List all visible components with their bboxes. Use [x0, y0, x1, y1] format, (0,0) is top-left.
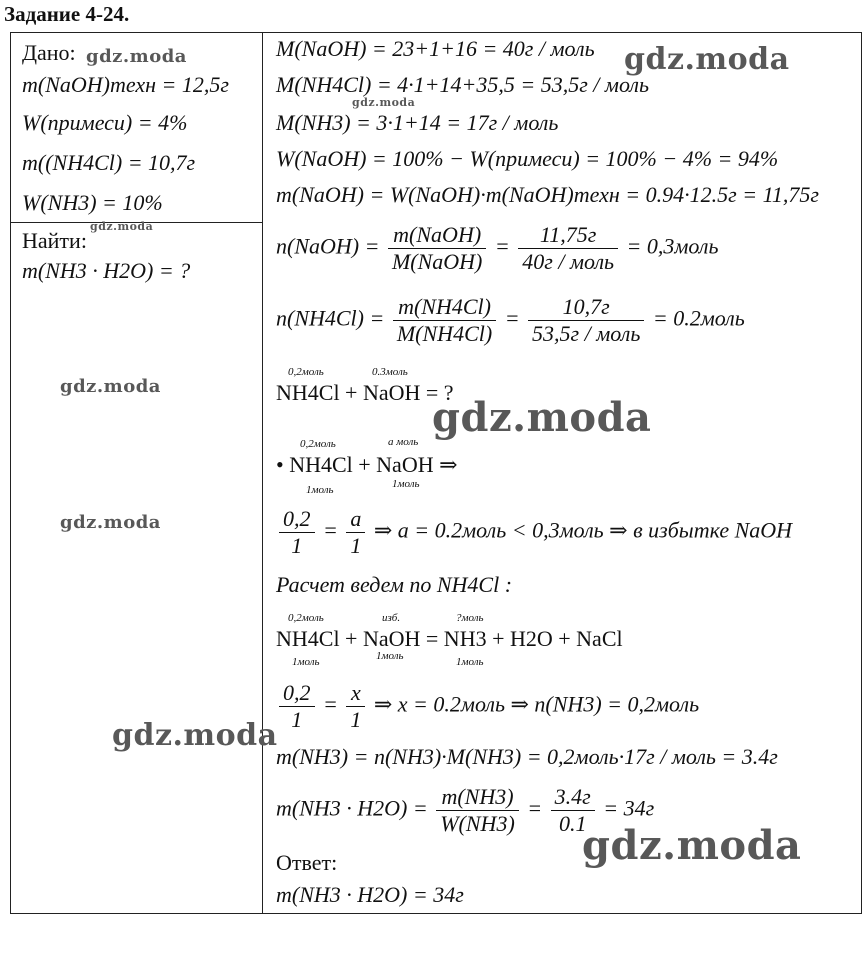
equals-sign: = — [494, 233, 510, 259]
watermark: gdz.moda — [60, 376, 161, 397]
solution-line-4: W(NaOH) = 100% − W(примеси) = 100% − 4% = 94% — [276, 146, 779, 171]
proportion-a-rhs: ⇒ a = 0.2моль < 0,3моль ⇒ в избытке NaOH — [373, 517, 793, 543]
eq3-below-1: 1моль — [292, 656, 320, 668]
pa-f1-den: 1 — [291, 533, 303, 558]
px-f1-num: 0,2 — [279, 680, 315, 707]
task-title: Задание 4-24. — [4, 2, 130, 26]
ms-f2-num: 3.4г — [551, 784, 595, 811]
n-nh4cl-fraction-2 — [528, 294, 644, 347]
n-naoh-f2-den: 40г / моль — [522, 249, 615, 274]
eq2-annot-1: 0,2моль — [300, 438, 336, 450]
ms-f1-den: W(NH3) — [440, 811, 515, 836]
n-nh4cl-f2-num: 10,7г — [528, 294, 644, 321]
equation-1: NH4Cl + NaOH = ? — [276, 380, 454, 405]
given-line-4: W(NH3) = 10% — [22, 190, 163, 215]
solution-line-3: M(NH3) = 3·1+14 = 17г / моль — [276, 110, 559, 135]
equals-sign: = — [504, 305, 520, 331]
n-nh4cl-f2-den: 53,5г / моль — [532, 321, 641, 346]
watermark: gdz.moda — [60, 512, 161, 533]
proportion-a-fraction-2 — [346, 506, 365, 559]
mass-sol-lhs: m(NH3 · H2O) = — [276, 795, 428, 821]
watermark: gdz.moda — [582, 822, 802, 869]
n-nh4cl-fraction-1 — [393, 294, 496, 347]
pa-f1-num: 0,2 — [279, 506, 315, 533]
watermark: gdz.moda — [112, 718, 278, 753]
mass-nh3-line: m(NH3) = n(NH3)·M(NH3) = 0,2моль·17г / моль = 3.4г — [276, 744, 778, 769]
mass-sol-rhs: = 34г — [603, 795, 655, 821]
eq3-below-3: 1моль — [456, 656, 484, 668]
n-naoh-formula — [276, 222, 719, 275]
n-naoh-fraction-1 — [388, 222, 486, 275]
solution-line-2: M(NH4Cl) = 4·1+14+35,5 = 53,5г / моль — [276, 72, 650, 97]
calc-basis-line: Расчет ведем по NH4Cl : — [276, 572, 513, 597]
equals-sign: = — [323, 517, 338, 543]
n-naoh-fraction-2 — [518, 222, 618, 275]
n-nh4cl-formula — [276, 294, 745, 347]
find-label: Найти: — [22, 228, 87, 253]
proportion-x-fraction-1 — [279, 680, 315, 733]
given-line-1: m(NaOH)техн = 12,5г — [22, 72, 229, 97]
watermark: gdz.moda — [86, 46, 187, 67]
proportion-x — [276, 680, 699, 733]
ms-f1-num: m(NH3) — [436, 784, 519, 811]
eq3-below-2: 1моль — [376, 650, 404, 662]
ms-f2-den: 0.1 — [558, 811, 587, 836]
proportion-x-fraction-2 — [346, 680, 365, 733]
watermark: gdz.moda — [432, 394, 652, 441]
mass-sol-fraction-1 — [436, 784, 519, 837]
proportion-a — [276, 506, 792, 559]
n-naoh-f1-num: m(NaOH) — [388, 222, 486, 249]
find-line: m(NH3 · H2O) = ? — [22, 258, 191, 283]
eq3-annot-3: ?моль — [456, 612, 484, 624]
proportion-x-rhs: ⇒ x = 0.2моль ⇒ n(NH3) = 0,2моль — [373, 691, 700, 717]
px-f2-num: x — [346, 680, 365, 707]
solution-line-1: M(NaOH) = 23+1+16 = 40г / моль — [276, 36, 595, 61]
table-divider — [262, 32, 263, 914]
title-cover — [170, 6, 450, 24]
watermark: gdz.moda — [624, 42, 790, 77]
answer-label: Ответ: — [276, 850, 338, 875]
equals-sign: = — [527, 795, 543, 821]
eq3-annot-2: изб. — [382, 612, 401, 624]
pa-f2-den: 1 — [350, 533, 362, 558]
given-label: Дано: — [22, 40, 76, 65]
given-line-2: W(примеси) = 4% — [22, 110, 188, 135]
watermark: gdz.moda — [90, 220, 154, 233]
pa-f2-num: a — [346, 506, 365, 533]
n-naoh-lhs: n(NaOH) = — [276, 233, 380, 259]
solution-line-5: m(NaOH) = W(NaOH)·m(NaOH)техн = 0.94·12.5г = 11,75г — [276, 182, 820, 207]
given-line-3: m((NH4Cl) = 10,7г — [22, 150, 196, 175]
px-f2-den: 1 — [350, 707, 362, 732]
eq1-annot-1: 0,2моль — [288, 366, 324, 378]
n-naoh-rhs: = 0,3моль — [626, 233, 719, 259]
eq2-below-2: 1моль — [392, 478, 420, 490]
eq3-annot-1: 0,2моль — [288, 612, 324, 624]
n-nh4cl-rhs: = 0.2моль — [652, 305, 745, 331]
watermark: gdz.moda — [352, 96, 416, 109]
answer-line: m(NH3 · H2O) = 34г — [276, 882, 464, 907]
equals-sign: = — [323, 691, 338, 717]
proportion-a-fraction-1 — [279, 506, 315, 559]
eq2-annot-2: a моль — [388, 436, 419, 448]
n-nh4cl-f1-num: m(NH4Cl) — [393, 294, 496, 321]
eq1-annot-2: 0.3моль — [372, 366, 408, 378]
n-naoh-f2-num: 11,75г — [518, 222, 618, 249]
px-f1-den: 1 — [291, 707, 303, 732]
equation-2: • NH4Cl + NaOH ⇒ — [276, 452, 458, 477]
n-nh4cl-f1-den: M(NH4Cl) — [396, 321, 493, 346]
n-nh4cl-lhs: n(NH4Cl) = — [276, 305, 385, 331]
n-naoh-f1-den: M(NaOH) — [391, 249, 483, 274]
eq2-below-1: 1моль — [306, 484, 334, 496]
equation-3: NH4Cl + NaOH = NH3 + H2O + NaCl — [276, 626, 623, 651]
